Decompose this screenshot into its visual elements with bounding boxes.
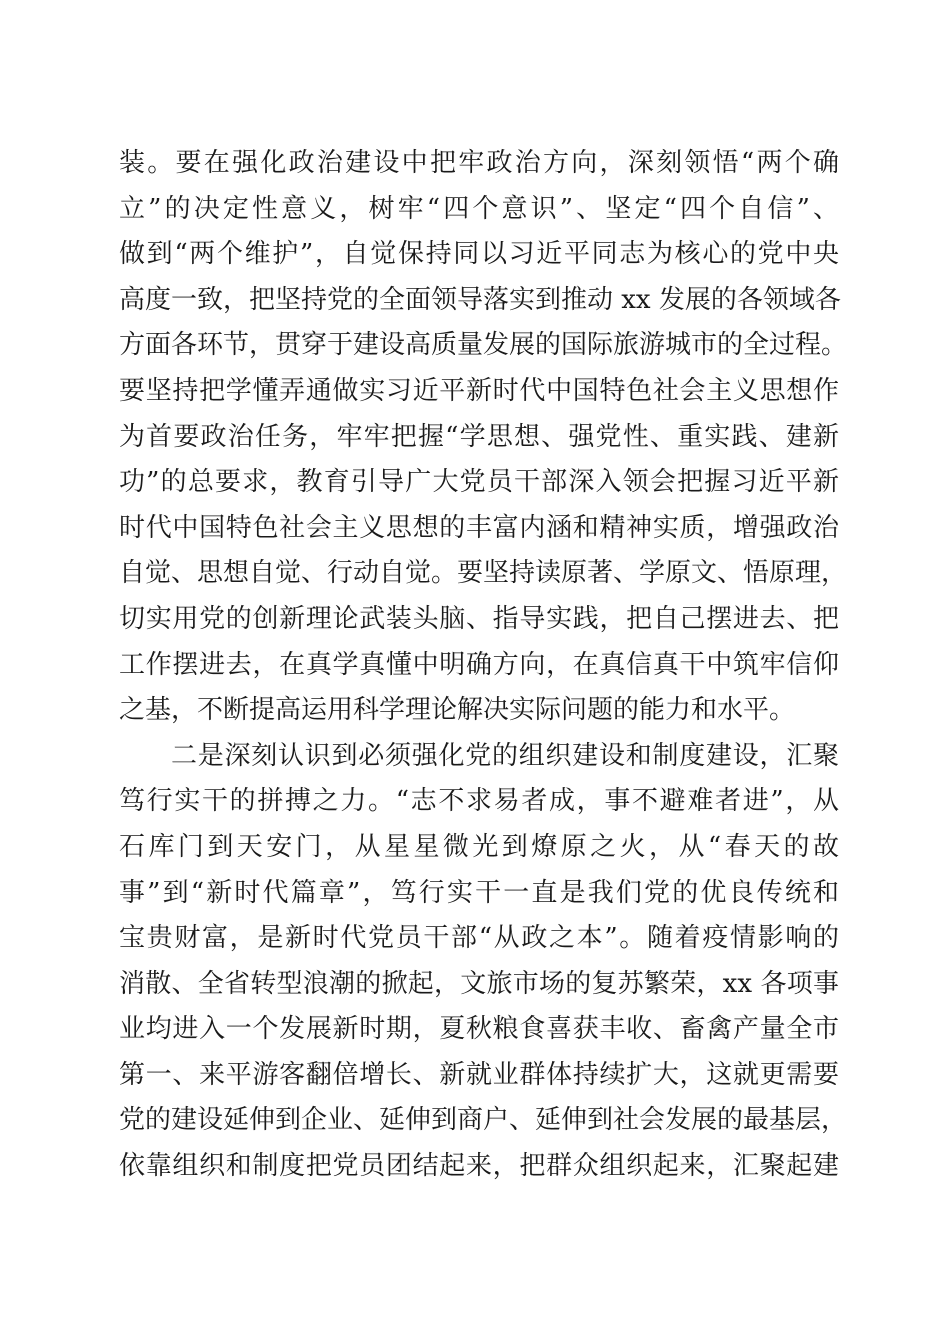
- text-line: 装。要在强化政治建设中把牢政治方向，深刻领悟“两个确: [119, 148, 839, 178]
- text-line: 业均进入一个发展新时期，夏秋粮食喜获丰收、畜禽产量全市: [119, 1014, 839, 1045]
- text-line: 立”的决定性意义，树牢“四个意识”、坚定“四个自信”、: [119, 193, 839, 224]
- text-line: 切实用党的创新理论武装头脑、指导实践，把自己摆进去、把: [119, 603, 839, 634]
- text-line: 要坚持把学懂弄通做实习近平新时代中国特色社会主义思想作: [119, 375, 839, 406]
- text-line: 第一、来平游客翻倍增长、新就业群体持续扩大，这就更需要: [119, 1059, 839, 1090]
- text-line: 高度一致，把坚持党的全面领导落实到推动 xx 发展的各领域各: [119, 284, 841, 315]
- text-line: 消散、全省转型浪潮的掀起，文旅市场的复苏繁荣，xx 各项事: [119, 968, 839, 999]
- text-line: 自觉、思想自觉、行动自觉。要坚持读原著、学原文、悟原理，: [119, 558, 848, 589]
- paragraph-1: [119, 141, 848, 734]
- text-line: 功”的总要求，教育引导广大党员干部深入领会把握习近平新: [119, 467, 839, 498]
- text-line: 事”到“新时代篇章”，笃行实干一直是我们党的优良传统和: [119, 877, 839, 908]
- text-line: 依靠组织和制度把党员团结起来，把群众组织起来，汇聚起建: [119, 1151, 839, 1182]
- text-line: 方面各环节，贯穿于建设高质量发展的国际旅游城市的全过程。: [119, 330, 848, 361]
- text-line: 笃行实干的拼搏之力。“志不求易者成，事不避难者进”，从: [119, 786, 839, 817]
- text-line: 工作摆进去，在真学真懂中明确方向，在真信真干中筑牢信仰: [119, 649, 839, 680]
- text-line: 做到“两个维护”，自觉保持同以习近平同志为核心的党中央: [119, 239, 839, 270]
- text-line: 时代中国特色社会主义思想的丰富内涵和精神实质，增强政治: [119, 512, 839, 543]
- text-line: 二是深刻认识到必须强化党的组织建设和制度建设，汇聚: [171, 740, 839, 771]
- text-line: 为首要政治任务，牢牢把握“学思想、强党性、重实践、建新: [119, 421, 839, 452]
- text-line: 宝贵财富，是新时代党员干部“从政之本”。随着疫情影响的: [119, 923, 839, 954]
- text-line: 之基，不断提高运用科学理论解决实际问题的能力和水平。: [119, 695, 796, 726]
- body-text: [119, 141, 848, 1190]
- text-line: 石库门到天安门，从星星微光到燎原之火，从“春天的故: [119, 831, 839, 862]
- paragraph-2: [119, 734, 848, 1190]
- text-line: 党的建设延伸到企业、延伸到商户、延伸到社会发展的最基层，: [119, 1105, 848, 1136]
